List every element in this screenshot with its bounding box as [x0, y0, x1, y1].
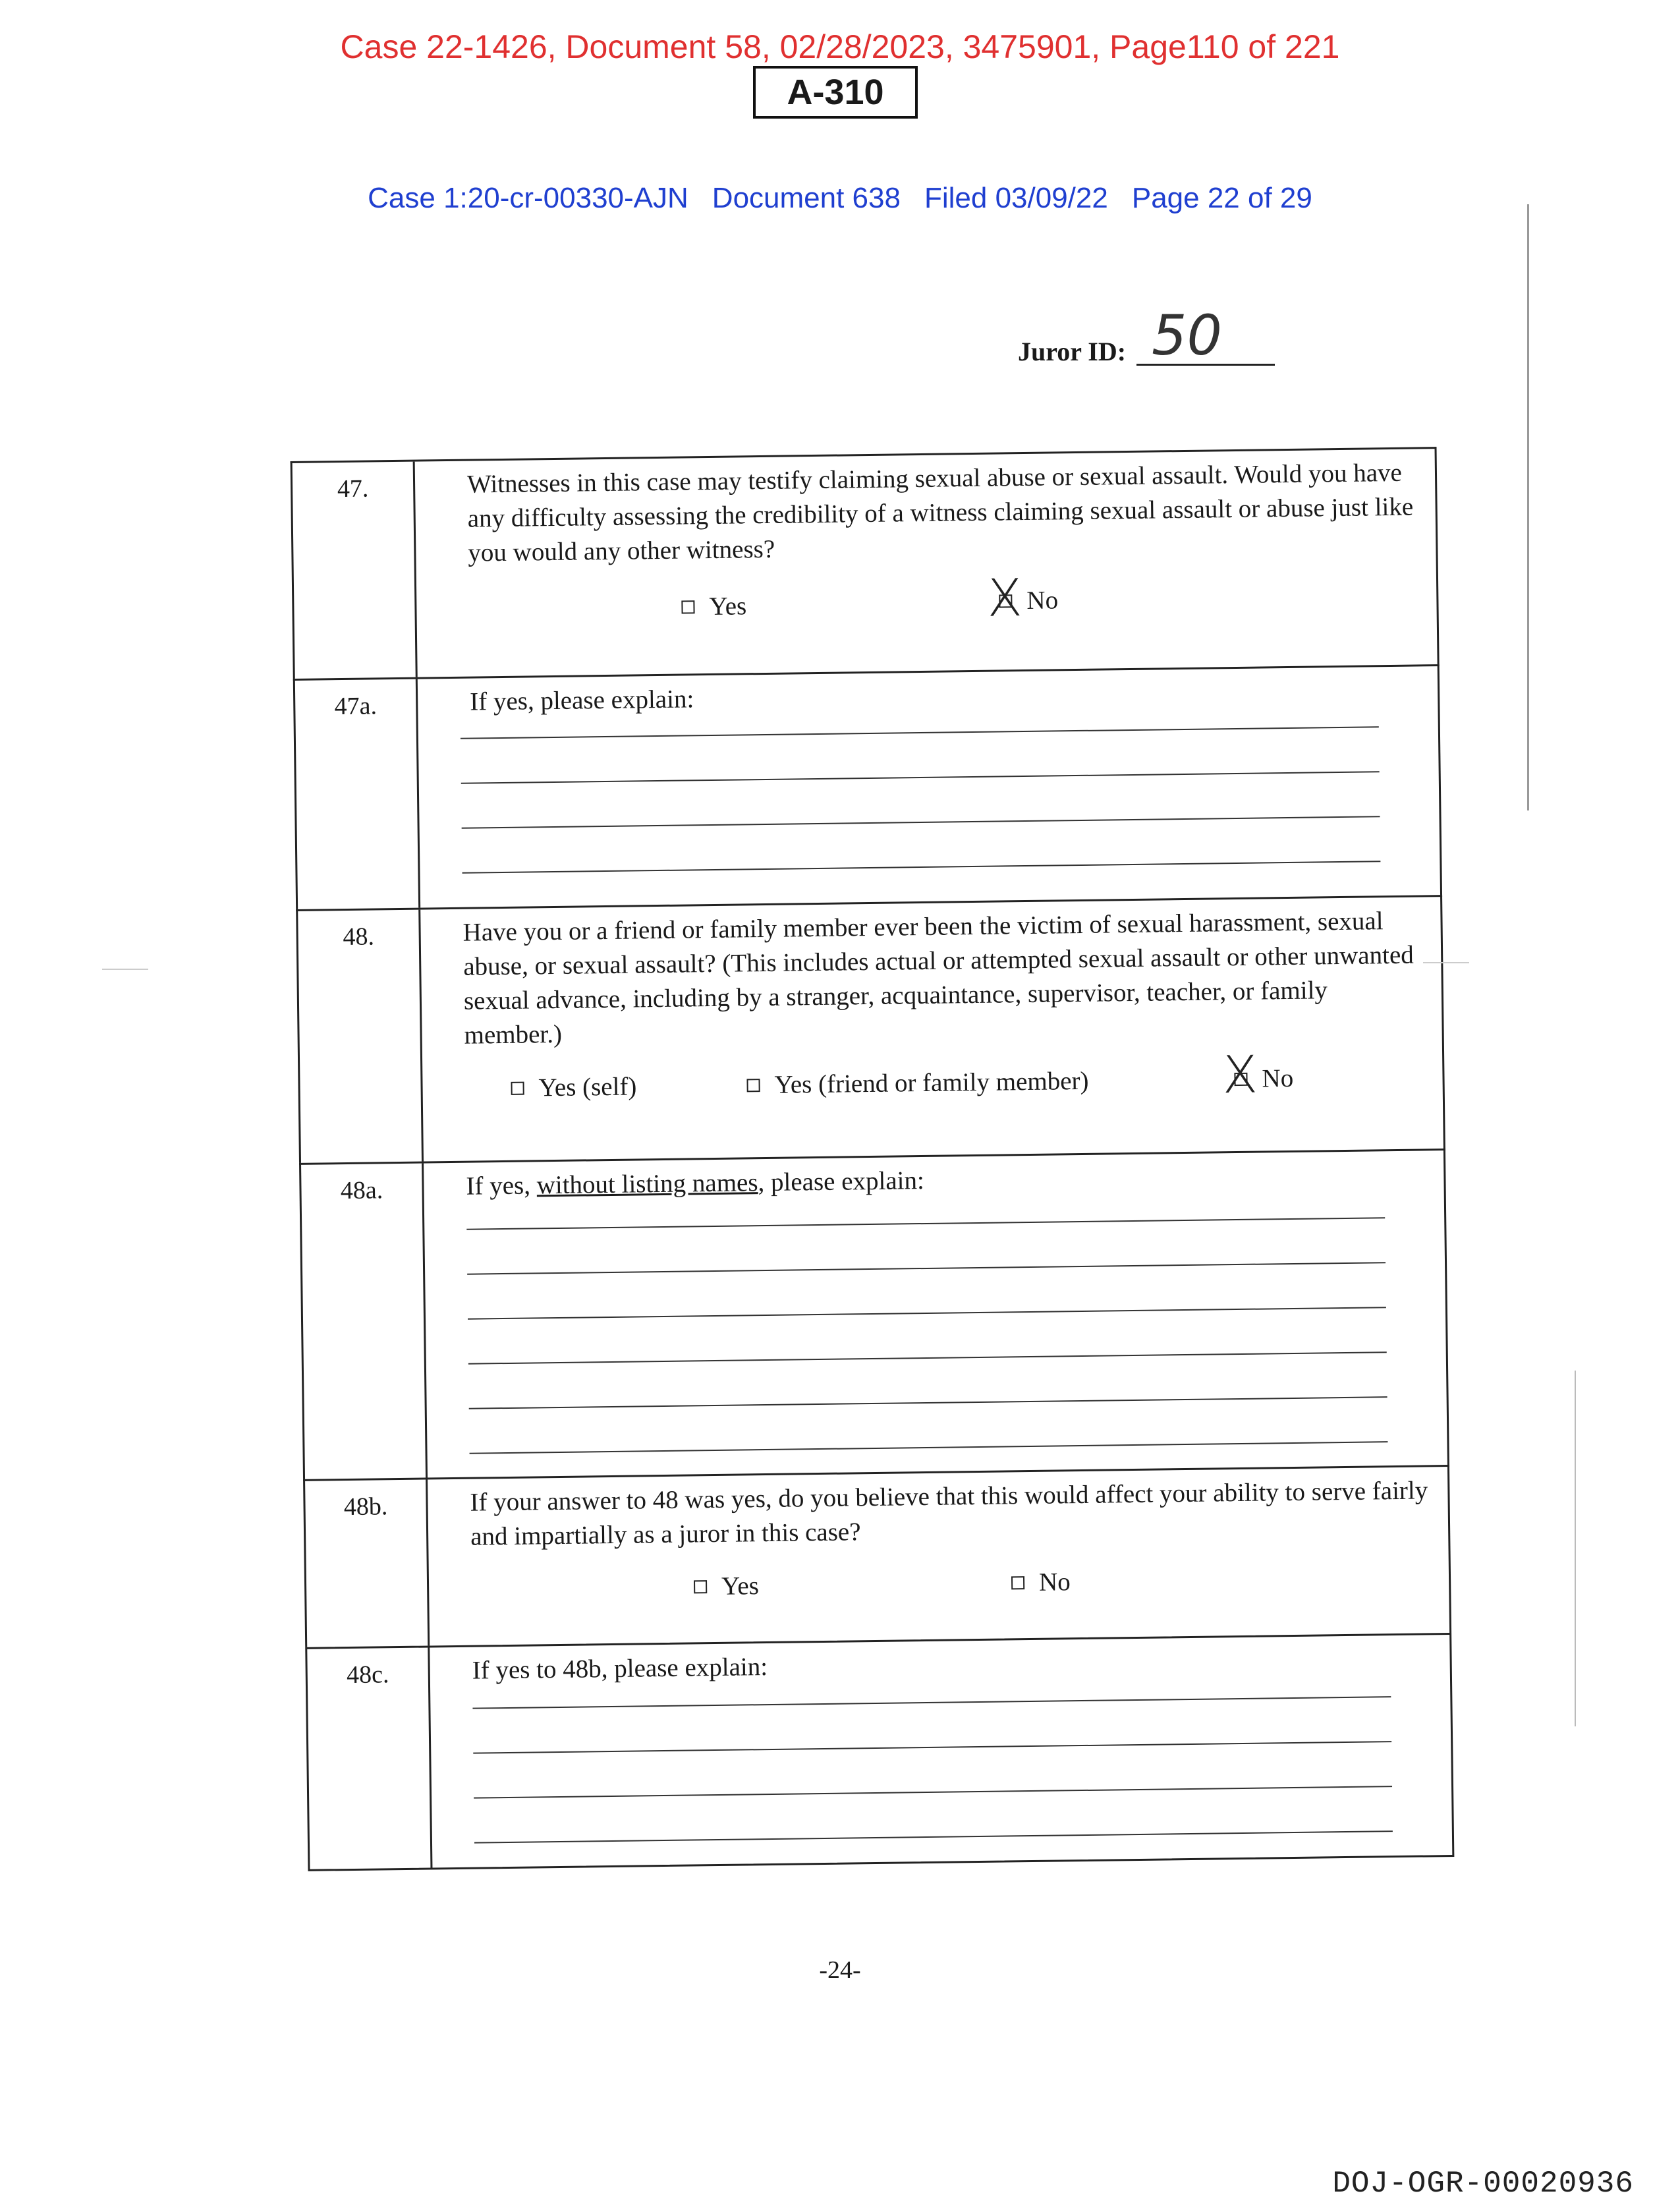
option-label: No: [1038, 1568, 1071, 1597]
answer-line: [474, 1786, 1392, 1799]
scan-dash: [1423, 962, 1469, 963]
question-number: 48c.: [307, 1647, 432, 1869]
option-label: Yes: [709, 592, 747, 621]
checkbox-icon[interactable]: [746, 1079, 760, 1092]
question-text: If your answer to 48 was yes, do you believe that this would affect your ability to serve fairly and impartially as a juror in this case?: [470, 1476, 1428, 1551]
option-yes[interactable]: [681, 591, 746, 621]
bates-number: DOJ-OGR-00020936: [1332, 2167, 1634, 2201]
court-stamp-header: Case 22-1426, Document 58, 02/28/2023, 3475901, Page110 of 221: [340, 28, 1340, 65]
filing-header: [0, 182, 1680, 215]
question-text: Witnesses in this case may testify claiming sexual abuse or sexual assault. Would you have any difficulty assessing the credibility of a witness claiming sexual assault or abuse just like you would any other witness?: [466, 458, 1414, 567]
answer-line: [472, 1696, 1391, 1709]
answer-line: [468, 1351, 1387, 1365]
option-label: Yes: [721, 1572, 760, 1601]
question-number: 48a.: [301, 1164, 428, 1479]
option-yes-friend-family[interactable]: [746, 1066, 1088, 1100]
option-label: No: [1026, 586, 1059, 615]
row-48b: [303, 1465, 1451, 1647]
juror-id-value: 50: [1152, 303, 1222, 368]
answer-line: [462, 816, 1380, 829]
question-text: Have you or a friend or family member ever been the victim of sexual harassment, sexual abuse, or sexual assault? (This includes actual or attempted sexual assault or other unwanted sexual advance, including by a stranger, acquaintance, supervisor, teacher, or family member.): [462, 907, 1414, 1050]
option-label: No: [1262, 1063, 1294, 1093]
filing-case: Case 1:20-cr-00330-AJN: [368, 182, 688, 214]
answer-line: [470, 1441, 1388, 1454]
scan-edge-line: [1575, 1371, 1576, 1726]
question-number: 47.: [293, 462, 418, 679]
scan-dash: [102, 969, 148, 970]
emphasis-underlined: without listing names: [536, 1168, 758, 1200]
answer-line: [467, 1262, 1386, 1275]
option-label: Yes (friend or family member): [774, 1066, 1089, 1099]
filing-document: Document 638: [712, 182, 901, 214]
handwritten-x-mark-icon: X: [1221, 1045, 1258, 1106]
checkbox-icon[interactable]: [1011, 1576, 1024, 1589]
question-text: If yes, please explain:: [469, 685, 694, 716]
answer-line: [461, 726, 1379, 739]
juror-id-label: Juror ID:: [1018, 337, 1127, 366]
questionnaire-table: [290, 414, 1455, 1878]
option-yes-self[interactable]: [511, 1071, 636, 1102]
question-text: If yes, without listing names, please explain:: [466, 1166, 925, 1201]
question-number: 48.: [298, 910, 424, 1163]
option-label: Yes (self): [538, 1072, 637, 1102]
filing-date: Filed 03/09/22: [924, 182, 1108, 214]
row-47: [291, 447, 1440, 679]
question-number: 47a.: [295, 679, 420, 909]
answer-line: [473, 1741, 1391, 1754]
row-47a: [293, 664, 1442, 909]
row-48: [296, 895, 1445, 1163]
question-number: 48b.: [305, 1479, 430, 1647]
option-no[interactable]: [1011, 1567, 1071, 1597]
answer-line: [468, 1307, 1386, 1320]
answer-line: [462, 861, 1380, 874]
filing-page: Page 22 of 29: [1131, 182, 1312, 214]
checkbox-icon[interactable]: [681, 600, 694, 613]
scan-edge-line: [1527, 204, 1529, 810]
row-48a: [299, 1149, 1449, 1479]
answer-line: [466, 1217, 1385, 1230]
handwritten-x-mark-icon: X: [986, 569, 1023, 629]
exhibit-label: A-310: [753, 66, 918, 119]
checkbox-icon[interactable]: [511, 1082, 524, 1095]
checkbox-icon[interactable]: [694, 1580, 707, 1593]
row-48c: [305, 1633, 1454, 1871]
page-number: -24-: [819, 1956, 861, 1984]
answer-line: [469, 1396, 1387, 1409]
answer-line: [474, 1830, 1393, 1844]
option-yes[interactable]: [694, 1571, 759, 1601]
answer-line: [461, 771, 1380, 784]
question-text: If yes to 48b, please explain:: [472, 1653, 768, 1685]
